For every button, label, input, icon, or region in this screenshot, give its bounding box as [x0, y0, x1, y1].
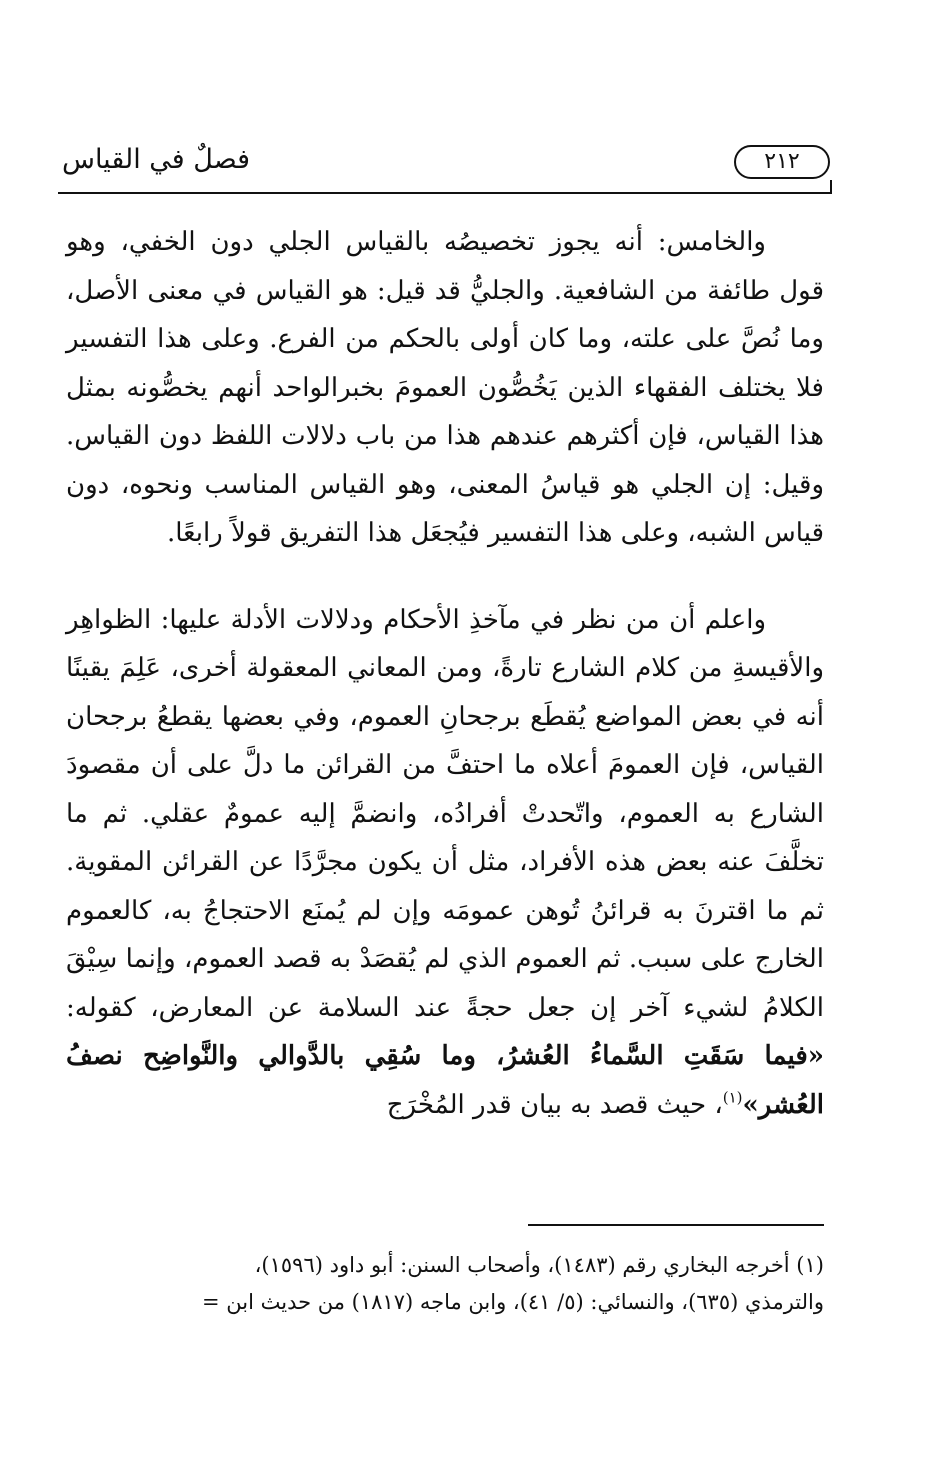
footnote-line-2: والترمذي (٦٣٥)، والنسائي: (٥/ ٤١)، وابن ماجه (١٨١٧) من حديث ابن = [202, 1290, 824, 1314]
header-rule-tick [830, 180, 832, 194]
header-rule [58, 192, 832, 194]
paragraph-2 [66, 596, 824, 1130]
paragraph-2-continuation: ، حيث قصد به بيان قدر المُخْرَج [386, 1089, 723, 1120]
footnote-line-1: (١) أخرجه البخاري رقم (١٤٨٣)، وأصحاب السنن: أبو داود (١٥٩٦)، [254, 1253, 824, 1277]
footnote-reference: (١) [722, 1088, 743, 1106]
paragraph-2-text: واعلم أن من نظر في مآخذِ الأحكام ودلالات الأدلة عليها: الظواهِر والأقيسةِ من كلام الشارع تارةً، ومن المعاني المعقولة أخرى، عَلِمَ يقينًا أنه في بعض المواضع يُقطَع برجحانِ العموم، وفي بعضها يقطعُ برجحان القياس، فإن العمومَ أعلاه ما احتفَّ من القرائن ما دلَّ على أن مقصودَ الشارع به العموم، واتّحدتْ أفرادُه، وانضمَّ إليه عمومٌ عقلي. ثم ما تخلَّفَ عنه بعض هذه الأفراد، مثل أن يكون مجرَّدًا عن القرائن المقوية. ثم ما اقترنَ به قرائنُ تُوهن عمومَه وإن لم يُمنَع الاحتجاجُ به، كالعموم الخارج على سبب. ثم العموم الذي لم يُقصَدْ به قصد العموم، وإنما سِيْقَ الكلامُ لشيء آخر إن جعل حجةً عند السلامة عن المعارض، كقوله: [66, 604, 824, 1023]
hadith-quote: «فيما سَقَتِ السَّماءُ العُشرُ، وما سُقِي بالدَّوالي والنَّواضِح نصفُ العُشر» [66, 1041, 824, 1120]
paragraph-1: والخامس: أنه يجوز تخصيصُه بالقياس الجلي دون الخفي، وهو قول طائفة من الشافعية. والجليُّ قد قيل: هو القياس في معنى الأصل، وما نُصَّ على علته، وما كان أولى بالحكم من الفرع. وعلى هذا التفسير فلا يختلف الفقهاء الذين يَخُصُّون العمومَ بخبرالواحد أنهم يخصُّونه بمثل هذا القياس، فإن أكثرهم عندهم هذا من باب دلالات اللفظ دون القياس. وقيل: إن الجلي هو قياسُ المعنى، وهو القياس المناسب ونحوه، دون قياس الشبه، وعلى هذا التفسير فيُجعَل هذا التفريق قولاً رابعًا. [66, 227, 824, 548]
main-text [66, 218, 824, 1129]
footnotes [62, 1247, 824, 1321]
page-number-badge [734, 145, 830, 179]
page-number: ٢١٢ [764, 149, 800, 174]
footnote-separator [528, 1224, 824, 1226]
running-title: فصلٌ في القياس [62, 144, 251, 175]
